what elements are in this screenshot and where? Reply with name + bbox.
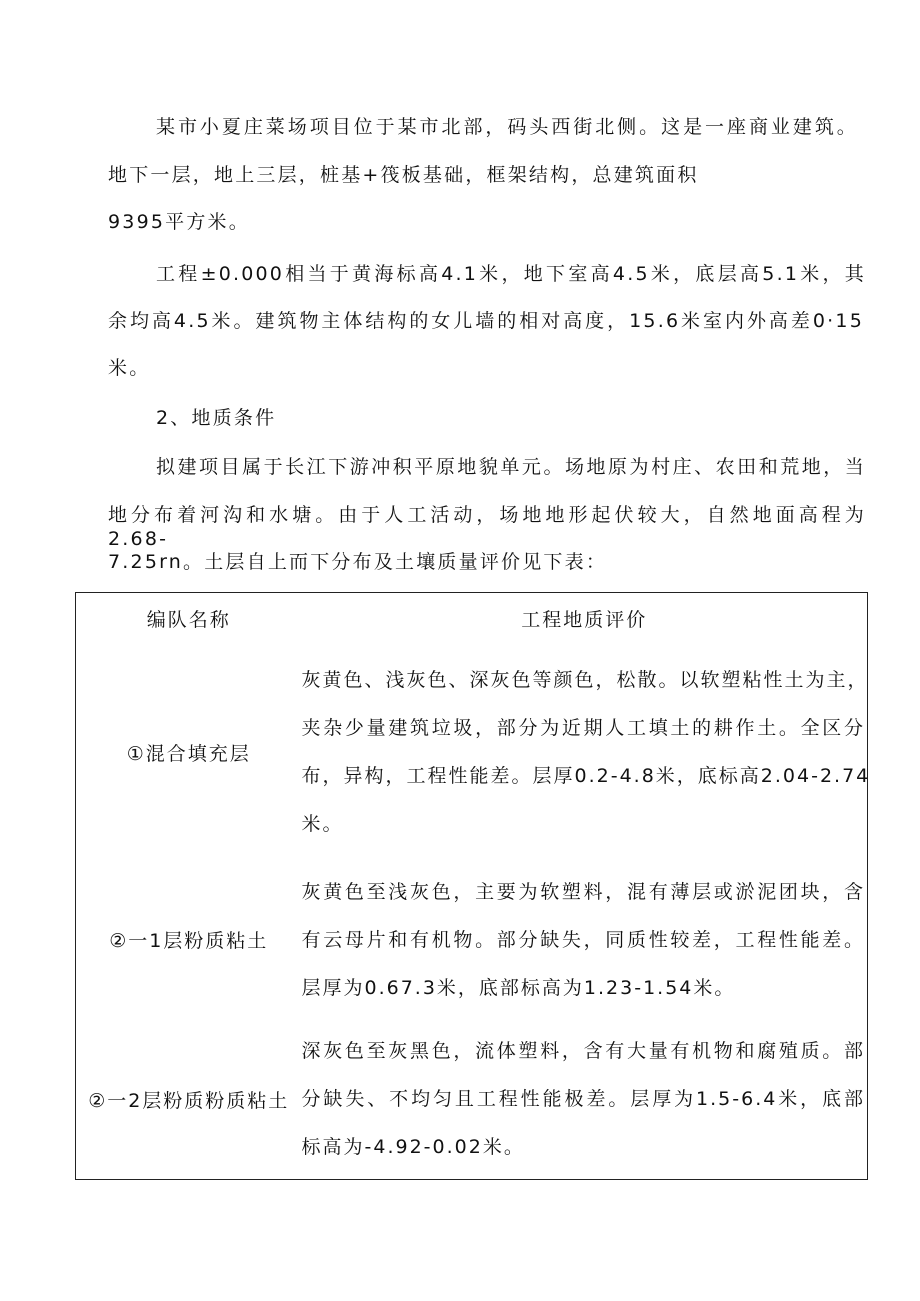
paragraph-3-line-2: 地分布着河沟和水塘。由于人工活动，场地地形起伏较大，自然地面高程为2.68- [108, 504, 866, 550]
table-header-name: 编队名称 [146, 609, 231, 632]
table-row [76, 645, 868, 860]
table-header-evaluation: 工程地质评价 [521, 609, 648, 632]
evaluation-line: 灰黄色至浅灰色，主要为软塑料，混有薄层或淤泥团块，含 [301, 880, 865, 903]
paragraph-1-line-1: 某市小夏庄菜场项目位于某市北部，码头西街北侧。这是一座商业建筑。 [156, 116, 858, 138]
evaluation-line: 布，异构，工程性能差。层厚0.2-4.8米，底标高2.04-2.74 [301, 765, 871, 787]
layer-name: ②一1层粉质粘土 [109, 930, 269, 952]
geology-table [75, 592, 871, 1180]
table-row [76, 860, 868, 1020]
table-row [76, 1020, 868, 1180]
paragraph-1-line-2: 地下一层，地上三层，桩基+筏板基础，框架结构，总建筑面积 [108, 164, 699, 186]
paragraph-2-line-3: 米。 [108, 357, 151, 379]
layer-evaluation [302, 1020, 868, 1180]
evaluation-line: 有云母片和有机物。部分缺失，同质性较差，工程性能差。 [301, 928, 865, 951]
evaluation-line: 夹杂少量建筑垃圾，部分为近期人工填土的耕作土。全区分 [301, 717, 865, 739]
layer-evaluation [302, 860, 868, 1020]
section-heading: 2、地质条件 [156, 407, 277, 429]
layer-evaluation [301, 645, 871, 860]
evaluation-line: 灰黄色、浅灰色、深灰色等颜色，松散。以软塑粘性土为主， [301, 669, 869, 691]
paragraph-1-line-3: 9395平方米。 [108, 211, 250, 233]
paragraph-3-line-3: 7.25rn。土层自上而下分布及土壤质量评价见下表： [108, 551, 608, 573]
paragraph-2-line-1: 工程±0.000相当于黄海标高4.1米，地下室高4.5米，底层高5.1米，其 [156, 263, 866, 285]
evaluation-line: 层厚为0.67.3米，底部标高为1.23-1.54米。 [301, 976, 736, 999]
evaluation-line: 米。 [301, 813, 344, 835]
layer-name: ②一2层粉质粉质粘土 [88, 1089, 290, 1112]
evaluation-line: 标高为-4.92-0.02米。 [301, 1136, 525, 1159]
paragraph-2-line-2: 余均高4.5米。建筑物主体结构的女儿墙的相对高度，15.6米室内外高差0·15 [108, 310, 864, 332]
paragraph-3-line-1: 拟建项目属于长江下游冲积平原地貌单元。场地原为村庄、农田和荒地，当 [156, 456, 866, 478]
evaluation-line: 深灰色至灰黑色，流体塑料，含有大量有机物和腐殖质。部 [301, 1040, 865, 1063]
table-header-row [76, 593, 868, 645]
evaluation-line: 分缺失、不均匀且工程性能极差。层厚为1.5-6.4米，底部 [301, 1088, 865, 1111]
layer-name: ①混合填充层 [126, 742, 251, 765]
